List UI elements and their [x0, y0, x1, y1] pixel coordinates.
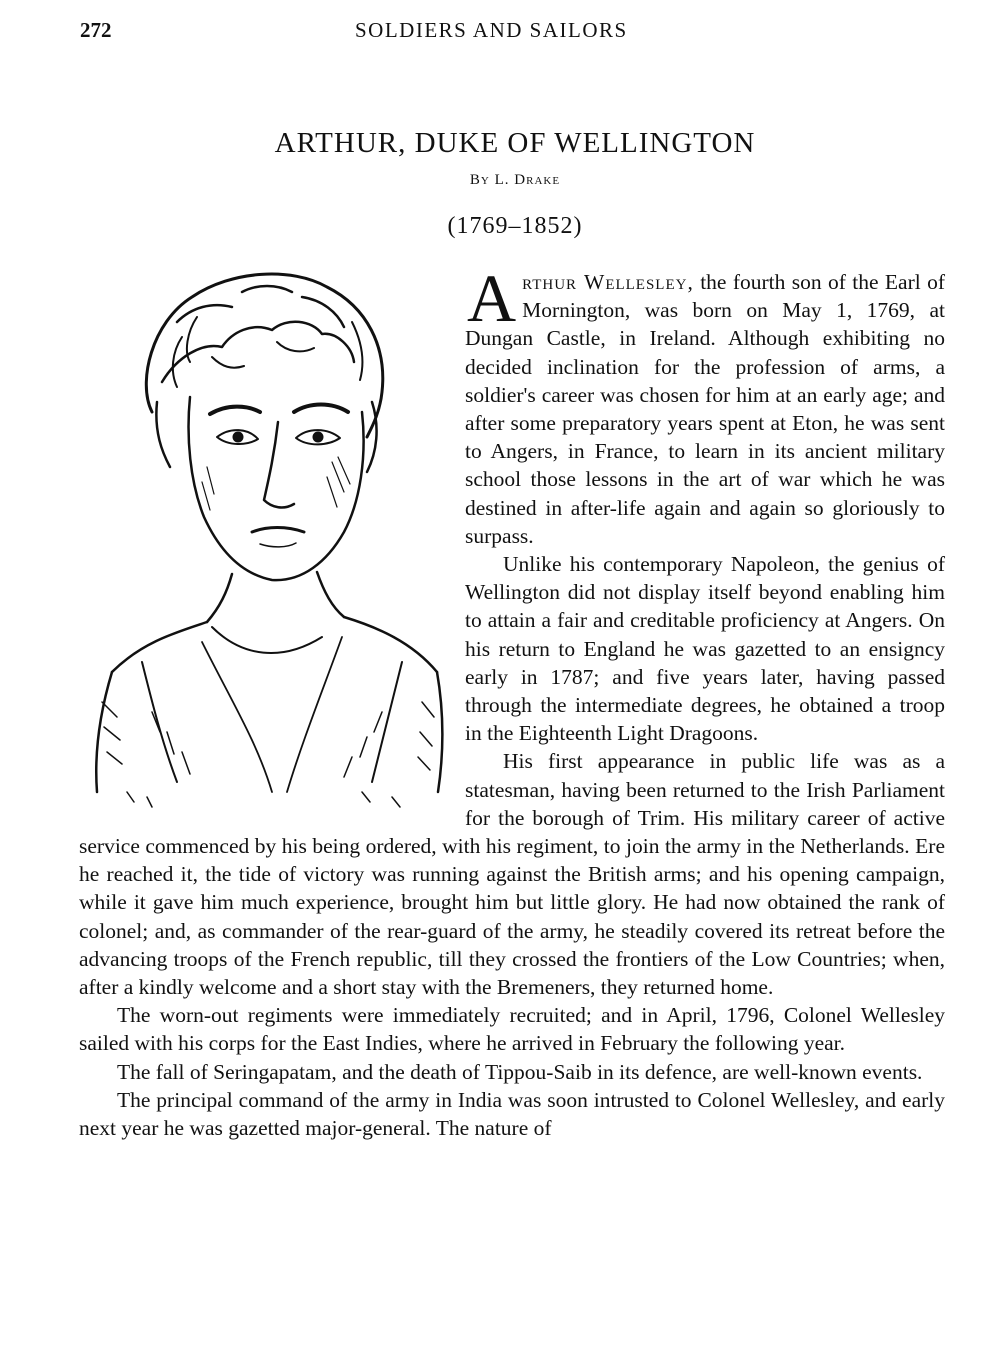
paragraph-1-text: the fourth son of the Earl of Mornington, was born on May 1, 1769, at Dungan Castle, in Ireland. Although exhibiting no decided inclination for the profession of arms, a soldier's career was chosen for him at an early age; and after some preparatory years spent at Eton, he was sent to Angers, in France, to learn in its ancient military school those lessons in the art of war which he was destined in after-life again and again so gloriously to surpass. — [465, 270, 945, 548]
drop-cap: A — [467, 260, 517, 336]
paragraph-3: His first appearance in public life was as a statesman, having been returned to the Irish Parliament for the borough of Trim. His military career of active service commenced by his being ordered, with his regiment, to join the army in the Netherlands. Ere he reached it, the tide of victory was running against the British arms; and his opening campaign, while it gave him much experience, brought him but little glory. He had now obtained the rank of colonel; and, as commander of the rear-guard of the army, he steadily covered its retreat before the advancing troops of the French republic, till they crossed the frontiers of the Low Countries; when, after a kindly welcome and a short stay with the Bremeners, they returned home. — [79, 749, 945, 1000]
article-title: ARTHUR, DUKE OF WELLINGTON — [274, 127, 756, 159]
paragraph-6: The principal command of the army in India was soon intrusted to Colonel Wellesley, and early next year he was gazetted major-general. The nature of — [79, 1087, 945, 1141]
life-dates: (1769–1852) — [447, 213, 583, 239]
paragraph-5: The fall of Seringapatam, and the death of Tippou-Saib in its defence, are well-known events. — [117, 1059, 923, 1084]
paragraph-2: Unlike his contemporary Napoleon, the genius of Wellington did not display itself beyond enabling him to attain a fair and creditable proficiency at Angers. On his return to England he was gazetted to an ensigncy early in 1787; and five years later, having passed through the intermediate degrees, he obtained a troop in the Eighteenth Light Dragoons. — [465, 552, 945, 746]
article-body — [79, 260, 945, 1142]
byline: By L. Drake — [469, 172, 561, 188]
portrait-space — [79, 268, 465, 811]
page-number: 272 — [80, 18, 112, 42]
paragraph-4: The worn-out regiments were immediately recruited; and in April, 1796, Colonel Wellesley sailed with his corps for the East Indies, where he arrived in February the following year. — [79, 1003, 945, 1056]
running-head — [80, 18, 945, 48]
lead-in-text: rthur Wellesley, — [522, 270, 694, 294]
running-title: SOLDIERS AND SAILORS — [355, 18, 628, 42]
